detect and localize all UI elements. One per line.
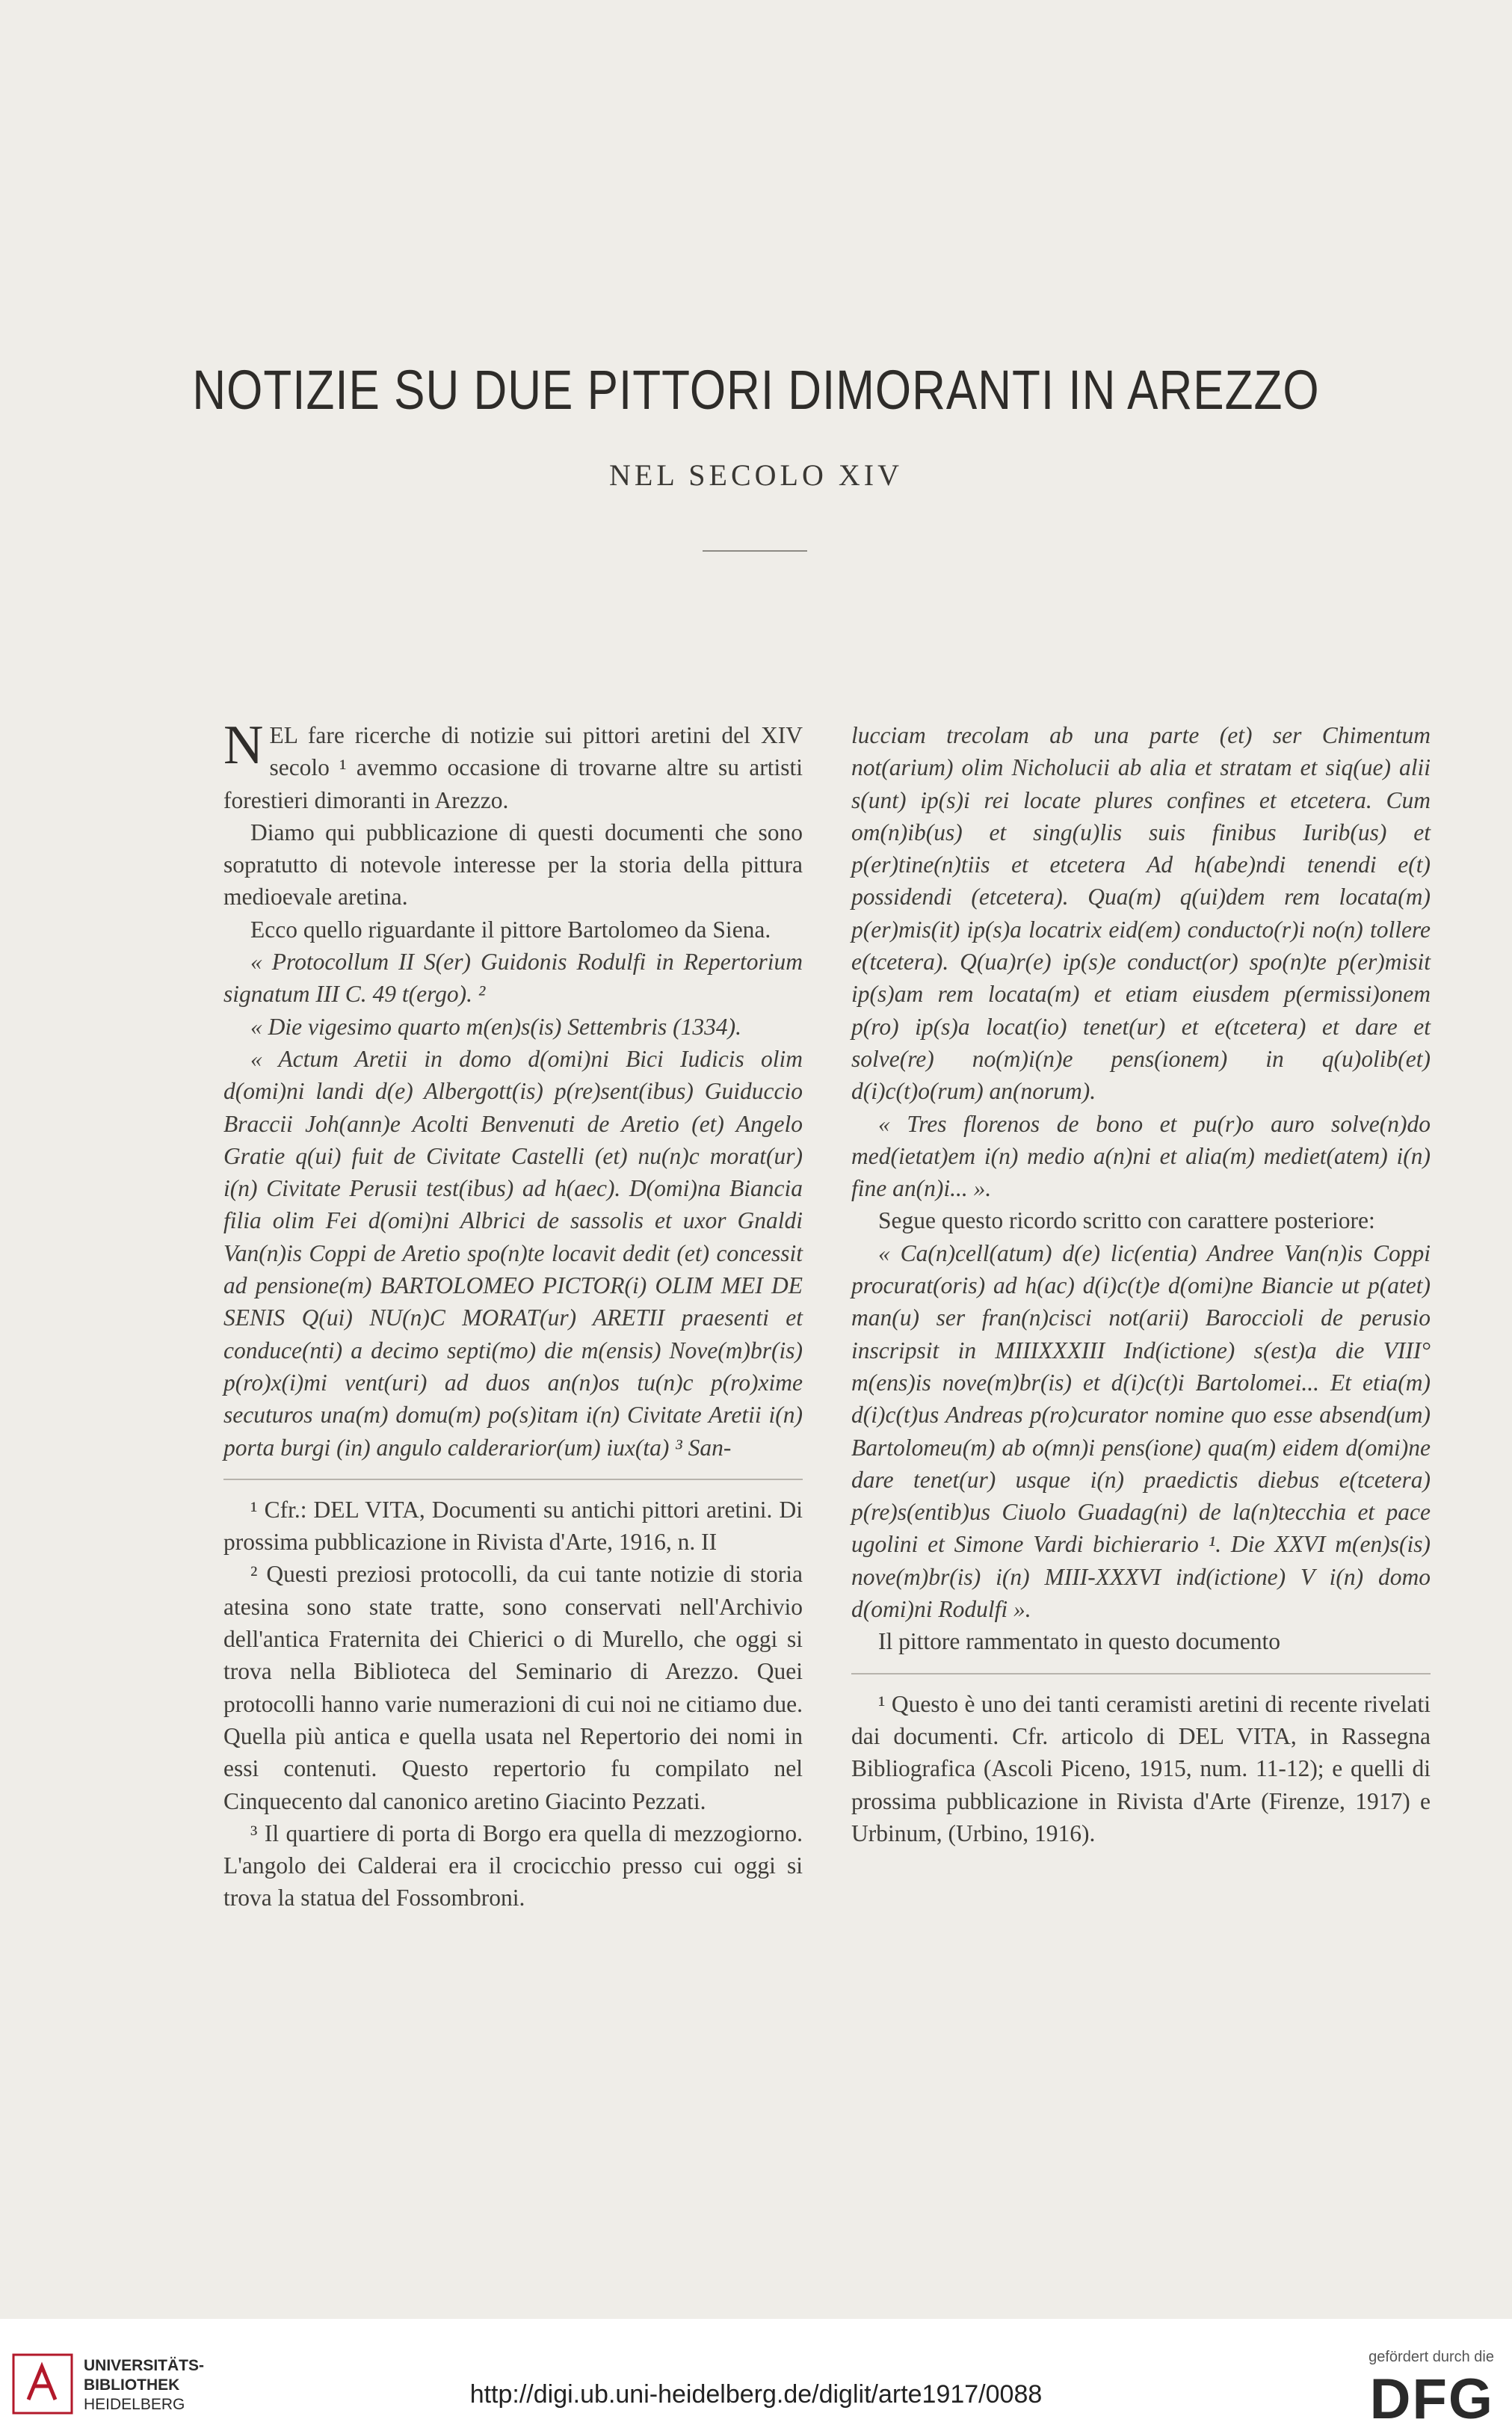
left-paragraph-6 (223, 1043, 803, 1464)
library-name-line-1: UNIVERSITÄTS- (84, 2357, 205, 2374)
left-paragraph-4 (223, 946, 803, 1011)
right-paragraph-4-text: « Ca(n)cell(atum) d(e) lic(entia) Andree Van(n)is Coppi procurat(oris) ad h(ac) d(i)c(t)e d(omi)ne Biancie ut p(atet) man(u) ser fran(n)cisci not(arii) Baroccioli de perusio inscripsit in MIIIXXXIII Ind(ictione) s(est)a die VIII° m(ens)is nove(m)br(is) et d(i)c(t)i Bartolomei... Et etia(m) d(i)c(t)us Andreas p(ro)curator nomine quo esse absend(um) Bartolomeu(m) ab o(mn)i pens(ione) qua(m) eidem d(omi)ne dare tenet(ur) usque i(n) praedictis diebus e(tcetera) p(re)s(entib)us Ciuolo Guadag(ni) de la(n)tecchia et pace ugolini et Simone Vardi bichierario ¹. Die XXVI m(en)s(is) nove(m)br(is) i(n) MIII-XXXVI ind(ictione) V i(n) domo d(omi)ni Rodulfi ». (851, 1239, 1431, 1623)
right-paragraph-4 (851, 1237, 1431, 1626)
source-url-link[interactable]: http://digi.ub.uni-heidelberg.de/diglit/arte1917/0088 (469, 2380, 1043, 2409)
left-paragraph-5 (223, 1011, 803, 1043)
left-paragraph-5-text: « Die vigesimo quarto m(en)s(is) Settembris (1334). (250, 1013, 742, 1040)
left-footnote-2: ² Questi preziosi protocolli, da cui tante notizie di storia atesina sono state tratte, sono conservati nell'Archivio dell'antica Fraternita dei Chierici o di Murello, che oggi si trova nella Biblioteca del Seminario di Arezzo. Quei protocolli hanno varie numerazioni di cui noi ne citiamo due. Quella più antica e quella usata nel Repertorio dei nomi in essi contenuti. Questo repertorio fu compilato nel Cinquecento dal canonico aretino Giacinto Pezzati. (223, 1561, 803, 1814)
funded-by-label: gefördert durch die (1368, 2349, 1494, 2365)
right-paragraph-3: Segue questo ricordo scritto con carattere posteriore: (878, 1207, 1375, 1234)
left-paragraph-6-text: « Actum Aretii in domo d(omi)ni Bici Iudicis olim d(omi)ni landi d(e) Albergott(is) p(re)sent(ibus) Guiduccio Braccii Joh(ann)e Acolti Benvenuti de Aretio (et) Angelo Gratie q(ui) fuit de Civitate Castelli (et) nu(n)c morat(ur) i(n) Civitate Perusii test(ibus) ad h(aec). D(omi)na Biancia filia olim Fei d(omi)ni Albrici de sassolis et uxor Gnaldi Van(n)is Coppi de Aretio spo(n)te locavit dedit (et) concessit ad pensione(m) BARTOLOMEO PICTOR(i) OLIM MEI DE SENIS Q(ui) NU(n)C MORAT(ur) ARETII praesenti et conduce(nti) a decimo septi(mo) die m(ensis) Nove(m)br(is) p(ro)x(i)mi vent(uri) ad duos an(n)os tu(n)c p(ro)xime secuturos una(m) domu(m) po(s)itam i(n) Civitate Aretii i(n) porta burgi (in) angulo calderarior(um) iux(ta) ³ San- (223, 1045, 803, 1461)
digitization-footer (0, 2319, 1512, 2434)
library-name-line-3: HEIDELBERG (84, 2396, 185, 2413)
library-name-line-2: BIBLIOTHEK (84, 2376, 180, 2394)
left-paragraph-1 (223, 715, 803, 816)
left-paragraph-4-text: « Protocollum II S(er) Guidonis Rodulfi in Repertorium signatum III C. 49 t(ergo). ² (223, 949, 803, 1008)
right-paragraph-2-text: « Tres florenos de bono et pu(r)o auro solve(n)do med(ietat)em i(n) medio a(n)ni et alia(m) mediet(atem) i(n) fine an(n)i... ». (851, 1110, 1431, 1202)
drop-cap: N (223, 715, 264, 776)
title-divider (703, 550, 807, 552)
left-paragraph-3: Ecco quello riguardante il pittore Bartolomeo da Siena. (250, 916, 771, 943)
right-paragraph-1-text: lucciam trecolam ab una parte (et) ser Chimentum not(arium) olim Nicholucii ab alia et stratam et siq(ue) alii s(unt) ip(s)i rei locate plures confines et etcetera. Cum om(n)ib(us) et sing(u)lis suis finibus Iurib(us) et p(er)tine(n)tiis et etcetera Ad h(abe)ndi tenendi e(t) possidendi (etcetera). Qua(m) q(ui)dem rem locata(m) p(er)mis(it) ip(s)a locatrix eid(em) conducto(r)i no(n) tollere e(tcetera). Q(ua)r(e) ip(s)e conduct(or) spo(n)te p(er)misit ip(s)am rem locata(m) et etiam eiusdem p(ermissi)onem p(ro) ip(s)a locat(io) tenet(ur) et e(tcetera) et dare et solve(re) no(m)i(n)e pens(ionem) in q(u)olib(et) d(i)c(t)o(rum) an(norum). (851, 722, 1431, 1105)
dfg-logo: DFG (1369, 2367, 1494, 2431)
left-footnote-1: ¹ Cfr.: DEL VITA, Documenti su antichi pittori aretini. Di prossima pubblicazione in Rivista d'Arte, 1916, n. II (223, 1496, 803, 1556)
footnote-separator (851, 1673, 1431, 1674)
article-subtitle: NEL SECOLO XIV (609, 458, 903, 492)
article-title: NOTIZIE SU DUE PITTORI DIMORANTI IN AREZZO (192, 360, 1320, 422)
right-column (851, 719, 1431, 1849)
left-paragraph-1-text: EL fare ricerche di notizie sui pittori aretini del XIV secolo ¹ avemmo occasione di trovarne altre su artisti forestieri dimoranti in Arezzo. (223, 722, 803, 813)
left-column (223, 715, 803, 1914)
footnote-separator (223, 1479, 803, 1480)
left-footnote-3: ³ Il quartiere di porta di Borgo era quella di mezzogiorno. L'angolo dei Calderai era il crocicchio presso cui oggi si trova la statua del Fossombroni. (223, 1820, 803, 1911)
left-paragraph-2: Diamo qui pubblicazione di questi documenti che sono sopratutto di notevole interesse per la storia della pittura medioevale aretina. (223, 819, 803, 911)
right-paragraph-5: Il pittore rammentato in questo documento (878, 1628, 1280, 1655)
right-paragraph-2 (851, 1108, 1431, 1205)
right-footnote-1: ¹ Questo è uno dei tanti ceramisti aretini di recente rivelati dai documenti. Cfr. articolo di DEL VITA, in Rassegna Bibliografica (Ascoli Piceno, 1915, num. 11-12); e quelli di prossima pubblicazione in Rivista d'Arte (Firenze, 1917) e Urbinum, (Urbino, 1916). (851, 1690, 1431, 1846)
right-paragraph-1 (851, 719, 1431, 1108)
